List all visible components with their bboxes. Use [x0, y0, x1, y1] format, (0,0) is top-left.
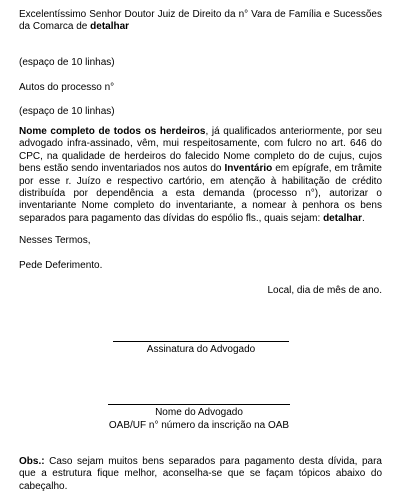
place-and-date: Local, dia de mês de ano. — [267, 285, 382, 296]
heirs-placeholder: Nome completo de todos os herdeiros — [19, 126, 206, 137]
body-text-2: em epígrafe, em trâmite por esse r. Juízo e respectivo cartório, em atenção à habilitação de crédito distribuída por dependência a esta demanda (processo n°), autorizar o inventariante Nome completo do inventariante, a nomear à penhora os bens separados para pagamento das dívidas do espólio fls., quais sejam: — [19, 163, 382, 224]
spacer-note-2: (espaço de 10 linhas) — [19, 106, 115, 117]
addressee — [19, 9, 382, 34]
lawyer-name-line — [108, 404, 290, 405]
lawyer-name: Nome do Advogado — [155, 407, 243, 418]
process-number-line: Autos do processo n° — [19, 82, 115, 93]
comarca-placeholder: detalhar — [90, 21, 130, 33]
spacer-note-1: (espaço de 10 linhas) — [19, 57, 115, 68]
body-text-3: . — [361, 212, 365, 224]
observation-note — [19, 456, 382, 493]
closing-request: Pede Deferimento. — [19, 260, 103, 271]
observation-text: Caso sejam muitos bens separados para pagamento desta dívida, para que a estrutura fique melhor, aconselha-se que se façam tópicos abaixo do cabeçalho. — [19, 456, 382, 492]
body-text-1: , já qualificados anteriormente, por seu advogado infra-assinado, vêm, mui respeitosamente, com fulcro no art. 646 do CPC, na qualidade de herdeiros do falecido Nome completo do de cujus, cujos bens estão sendo inventariados nos autos do — [19, 126, 382, 175]
closing-terms: Nesses Termos, — [19, 235, 91, 246]
inventario-term: Inventário — [224, 163, 273, 175]
addressee-text: Excelentíssimo Senhor Doutor Juiz de Direito da n° Vara de Família e Sucessões da Comarca de — [19, 9, 382, 33]
petition-body — [19, 126, 382, 225]
lawyer-oab: OAB/UF n° número da inscrição na OAB — [108, 420, 290, 431]
assets-placeholder: detalhar — [323, 212, 362, 224]
lawyer-signature-line — [113, 341, 289, 342]
lawyer-signature-label: Assinatura do Advogado — [146, 344, 256, 355]
observation-label: Obs.: — [19, 456, 45, 467]
